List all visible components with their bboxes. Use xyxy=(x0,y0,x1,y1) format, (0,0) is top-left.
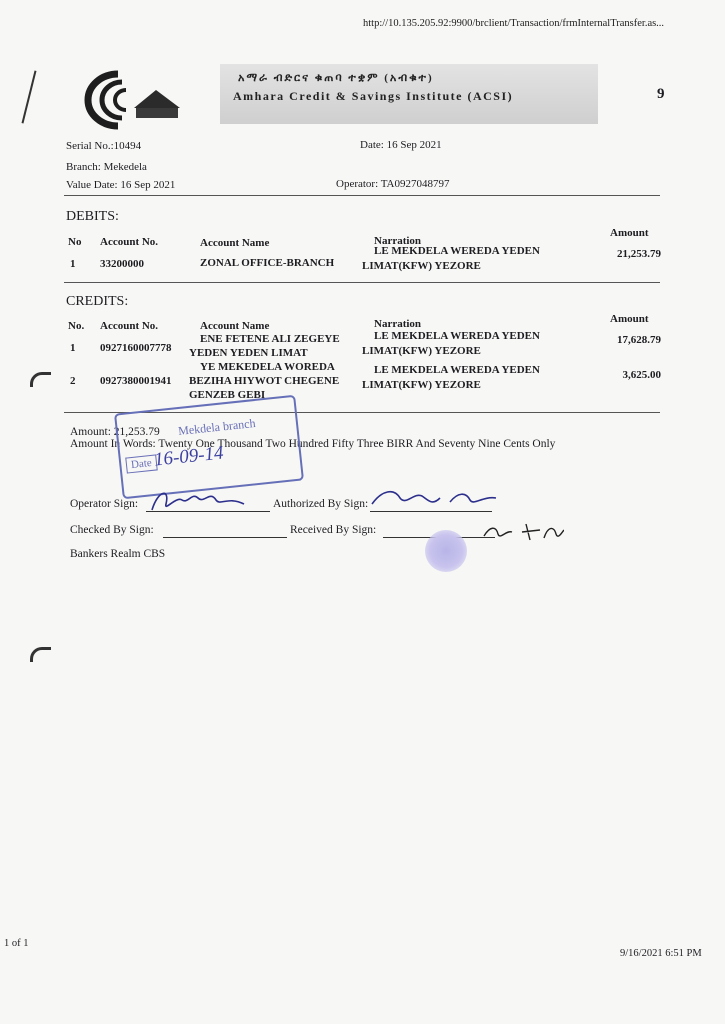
print-timestamp: 9/16/2021 6:51 PM xyxy=(620,948,702,959)
credit-row-2-account-no: 0927380001941 xyxy=(100,375,172,387)
serial-number: Serial No.:10494 xyxy=(66,140,142,152)
credit-row-1-narration-2: LIMAT(KFW) YEZORE xyxy=(362,345,481,357)
credits-col-account-no: Account No. xyxy=(100,320,159,332)
debits-col-amount: Amount xyxy=(610,227,649,239)
credits-col-account-name: Account Name xyxy=(200,320,270,332)
transaction-date: Date: 16 Sep 2021 xyxy=(360,139,442,151)
institution-name-amharic: አማራ ብድርና ቁጠባ ተቋም (አብቁተ) xyxy=(238,72,434,84)
handwritten-signature-icon xyxy=(370,484,500,512)
debit-row-account-name: ZONAL OFFICE-BRANCH xyxy=(200,257,335,269)
institution-name: Amhara Credit & Savings Institute (ACSI) xyxy=(233,89,514,103)
debit-row-amount: 21,253.79 xyxy=(617,248,661,260)
credit-row-2-no: 2 xyxy=(70,375,76,387)
credit-row-1-account-name-2: YEDEN YEDEN LIMAT xyxy=(189,347,308,359)
stamp-date-value: 16-09-14 xyxy=(153,442,225,471)
debit-row-narration-2: LIMAT(KFW) YEZORE xyxy=(362,260,481,272)
credits-col-narration: Narration xyxy=(374,318,422,330)
operator-id: Operator: TA0927048797 xyxy=(336,178,450,190)
debits-col-narration: Narration xyxy=(374,235,422,247)
punch-hole xyxy=(30,372,51,387)
divider xyxy=(64,282,660,283)
debit-row-no: 1 xyxy=(70,258,76,270)
credit-row-1-account-name-1: ENE FETENE ALI ZEGEYE xyxy=(200,333,340,345)
page-url: http://10.135.205.92:9900/brclient/Transaction/frmInternalTransfer.as... xyxy=(363,18,665,29)
credit-row-2-account-name-2: GENZEB GEBI xyxy=(189,389,266,401)
total-amount: Amount: 21,253.79 xyxy=(70,426,160,438)
debits-title: DEBITS: xyxy=(66,209,119,224)
divider xyxy=(64,195,660,196)
handwritten-page-number: 9 xyxy=(657,86,665,102)
checked-sign-label: Checked By Sign: xyxy=(70,524,154,536)
credit-row-2-account-name-0: YE MEKEDELA WOREDA xyxy=(200,361,335,373)
stamp-date-label: Date xyxy=(125,454,157,473)
credits-col-amount: Amount xyxy=(610,313,649,325)
branch: Branch: Mekedela xyxy=(66,161,147,173)
received-sign-label: Received By Sign: xyxy=(290,524,377,536)
checked-sign-line xyxy=(163,537,287,538)
handwritten-signature-icon xyxy=(482,520,564,544)
debit-row-narration-1: LE MEKDELA WEREDA YEDEN xyxy=(374,245,540,257)
credit-row-1-narration-1: LE MEKDELA WEREDA YEDEN xyxy=(374,330,540,342)
page-count: 1 of 1 xyxy=(4,938,29,949)
debits-col-no: No xyxy=(68,236,82,248)
credit-row-1-amount: 17,628.79 xyxy=(617,334,661,346)
credit-row-1-account-no: 0927160007778 xyxy=(100,342,172,354)
amount-in-words: Amount In Words: Twenty One Thousand Two Hundred Fifty Three BIRR And Seventy Nine Cents Only xyxy=(70,438,556,450)
credit-row-2-account-name-1: BEZIHA HIYWOT CHEGENE xyxy=(189,375,340,387)
margin-mark xyxy=(21,71,36,124)
acsi-logo-icon xyxy=(72,70,184,130)
credits-title: CREDITS: xyxy=(66,294,129,309)
ink-seal-mark xyxy=(425,530,467,572)
credits-col-no: No. xyxy=(68,320,85,332)
value-date: Value Date: 16 Sep 2021 xyxy=(66,179,176,191)
punch-hole xyxy=(30,647,51,662)
credit-row-2-narration-1: LE MEKDELA WEREDA YEDEN xyxy=(374,364,540,376)
credit-row-2-amount: 3,625.00 xyxy=(622,369,661,381)
stamp-branch-name: Mekdela branch xyxy=(177,415,257,439)
credit-row-2-narration-2: LIMAT(KFW) YEZORE xyxy=(362,379,481,391)
debits-col-account-no: Account No. xyxy=(100,236,159,248)
software-name: Bankers Realm CBS xyxy=(70,548,166,560)
debit-row-account-no: 33200000 xyxy=(100,258,144,270)
handwritten-signature-icon xyxy=(148,486,248,516)
credit-row-1-no: 1 xyxy=(70,342,76,354)
operator-sign-label: Operator Sign: xyxy=(70,498,139,510)
authorized-sign-label: Authorized By Sign: xyxy=(273,498,369,510)
debits-col-account-name: Account Name xyxy=(200,237,270,249)
